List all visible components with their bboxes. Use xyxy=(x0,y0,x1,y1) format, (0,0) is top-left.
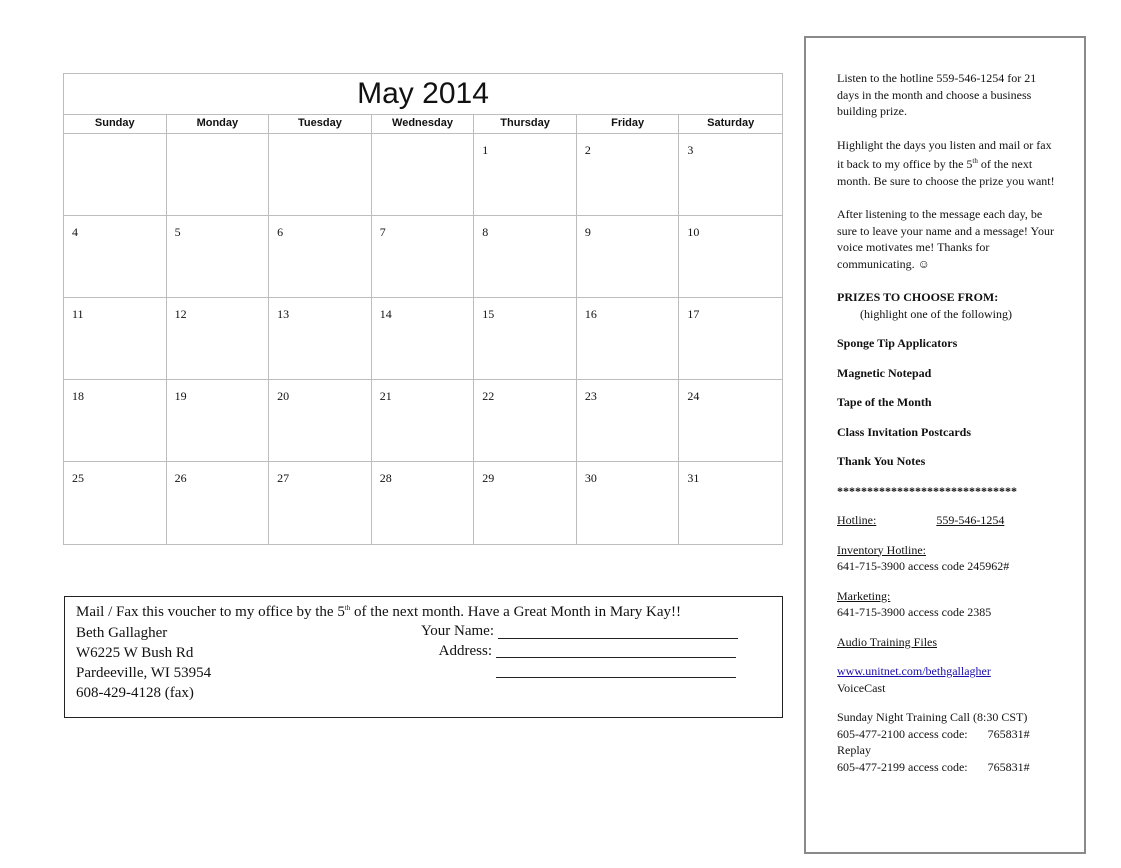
voucher-name: Beth Gallagher xyxy=(76,625,168,641)
address-field-2[interactable] xyxy=(496,677,736,678)
day-cell: 4 xyxy=(64,216,167,298)
voucher-fax: 608-429-4128 (fax) xyxy=(76,685,194,701)
voicecast-label: VoiceCast xyxy=(837,680,886,695)
prizes-title: PRIZES TO CHOOSE FROM: xyxy=(837,290,999,304)
inventory-label: Inventory Hotline: xyxy=(837,542,926,557)
day-name-thursday: Thursday xyxy=(474,115,577,133)
day-name-saturday: Saturday xyxy=(707,117,755,129)
day-cell: 10 xyxy=(679,216,782,298)
day-cell: 11 xyxy=(64,298,167,380)
prizes-subtitle: (highlight one of the following) xyxy=(860,306,1012,321)
message-instructions: After listening to the message each day, be sure to leave your name and a message! Your voice motivates me! Thanks for communicating. ☺ xyxy=(837,207,1054,271)
inventory-value: 641-715-3900 access code 245962# xyxy=(837,559,1010,573)
voucher-city: Pardeeville, WI 53954 xyxy=(76,665,212,681)
day-cell: 28 xyxy=(372,462,475,544)
day-cell: 27 xyxy=(269,462,372,544)
day-cell: 5 xyxy=(167,216,270,298)
voucher-instructions-a: Mail / Fax this voucher to my office by the 5 xyxy=(76,604,345,620)
voucher-instructions-b: of the next month. Have a Great Month in Mary Kay!! xyxy=(350,604,682,620)
highlight-instructions-a: Highlight the days you listen and mail or fax it back to my office by the 5 xyxy=(837,137,1052,171)
voucher-address-block xyxy=(76,623,211,703)
day-cell: 14 xyxy=(372,298,475,380)
prize-item: Sponge Tip Applicators xyxy=(837,336,958,350)
voucher-box xyxy=(64,596,783,718)
day-name-sunday: Sunday xyxy=(64,115,167,133)
day-cell: 8 xyxy=(474,216,577,298)
calendar-grid xyxy=(64,134,782,544)
hotline-label: Hotline: xyxy=(837,513,877,527)
day-cell: 6 xyxy=(269,216,372,298)
prize-item: Thank You Notes xyxy=(837,454,926,468)
replay-label: Replay xyxy=(837,743,871,757)
prize-item: Tape of the Month xyxy=(837,395,932,409)
day-cell: 2 xyxy=(577,134,680,216)
day-cell: 24 xyxy=(679,380,782,462)
voucher-street: W6225 W Bush Rd xyxy=(76,645,194,661)
day-cell xyxy=(64,134,167,216)
day-cell: 7 xyxy=(372,216,475,298)
day-cell: 31 xyxy=(687,471,700,485)
day-cell: 30 xyxy=(577,462,680,544)
day-cell: 16 xyxy=(577,298,680,380)
hotline-intro: Listen to the hotline 559-546-1254 for 21 days in the month and choose a business building prize. xyxy=(837,71,1037,118)
info-sidebar xyxy=(804,36,1086,854)
day-cell: 29 xyxy=(474,462,577,544)
day-cell: 21 xyxy=(372,380,475,462)
your-name-field[interactable] xyxy=(498,638,738,639)
highlight-instructions-b: of the next month. Be sure to choose the prize you want! xyxy=(837,157,1055,188)
day-cell: 25 xyxy=(64,462,167,544)
replay-number-row xyxy=(837,759,1057,776)
marketing-label: Marketing: xyxy=(837,588,891,603)
address-label: Address: xyxy=(438,643,492,659)
call-number: 605-477-2100 access code: xyxy=(837,726,968,741)
call-number-row xyxy=(837,726,1057,743)
prize-item: Magnetic Notepad xyxy=(837,365,932,380)
day-cell: 18 xyxy=(64,380,167,462)
day-cell: 9 xyxy=(577,216,680,298)
day-cell: 13 xyxy=(269,298,372,380)
day-cell: 26 xyxy=(167,462,270,544)
replay-number: 605-477-2199 access code: xyxy=(837,759,968,774)
day-cell: 22 xyxy=(474,380,577,462)
audio-training-label: Audio Training Files xyxy=(837,634,938,649)
day-cell xyxy=(372,134,475,216)
unitnet-link[interactable]: www.unitnet.com/bethgallagher xyxy=(837,664,991,678)
replay-code: 765831# xyxy=(987,759,1030,774)
highlight-instructions xyxy=(837,137,1057,190)
prize-item: Class Invitation Postcards xyxy=(837,424,972,439)
calendar xyxy=(63,73,783,545)
day-cell: 23 xyxy=(577,380,680,462)
calendar-day-names xyxy=(64,115,782,134)
hotline-row xyxy=(837,512,1057,529)
call-code: 765831# xyxy=(987,726,1030,741)
stars-divider: ****************************** xyxy=(837,483,1017,498)
day-cell: 19 xyxy=(167,380,270,462)
hotline-number: 559-546-1254 xyxy=(936,513,1005,527)
voucher-instructions xyxy=(76,604,681,621)
day-cell: 20 xyxy=(269,380,372,462)
day-cell: 15 xyxy=(474,298,577,380)
calendar-title: May 2014 xyxy=(64,74,782,115)
marketing-value: 641-715-3900 access code 2385 xyxy=(837,605,992,619)
sunday-call-title: Sunday Night Training Call (8:30 CST) xyxy=(837,710,1028,724)
day-cell xyxy=(167,134,270,216)
day-cell: 17 xyxy=(679,298,782,380)
your-name-label: Your Name: xyxy=(420,623,494,639)
voucher-instructions-sup: th xyxy=(344,604,351,612)
day-cell: 3 xyxy=(679,134,782,216)
day-cell: 1 xyxy=(474,134,577,216)
day-name-wednesday: Wednesday xyxy=(372,115,475,133)
day-name-friday: Friday xyxy=(577,115,680,133)
day-name-tuesday: Tuesday xyxy=(269,115,372,133)
day-name-monday: Monday xyxy=(167,115,270,133)
highlight-instructions-sup: th xyxy=(972,157,978,165)
day-cell: 12 xyxy=(167,298,270,380)
address-field-1[interactable] xyxy=(496,657,736,658)
day-cell xyxy=(269,134,372,216)
